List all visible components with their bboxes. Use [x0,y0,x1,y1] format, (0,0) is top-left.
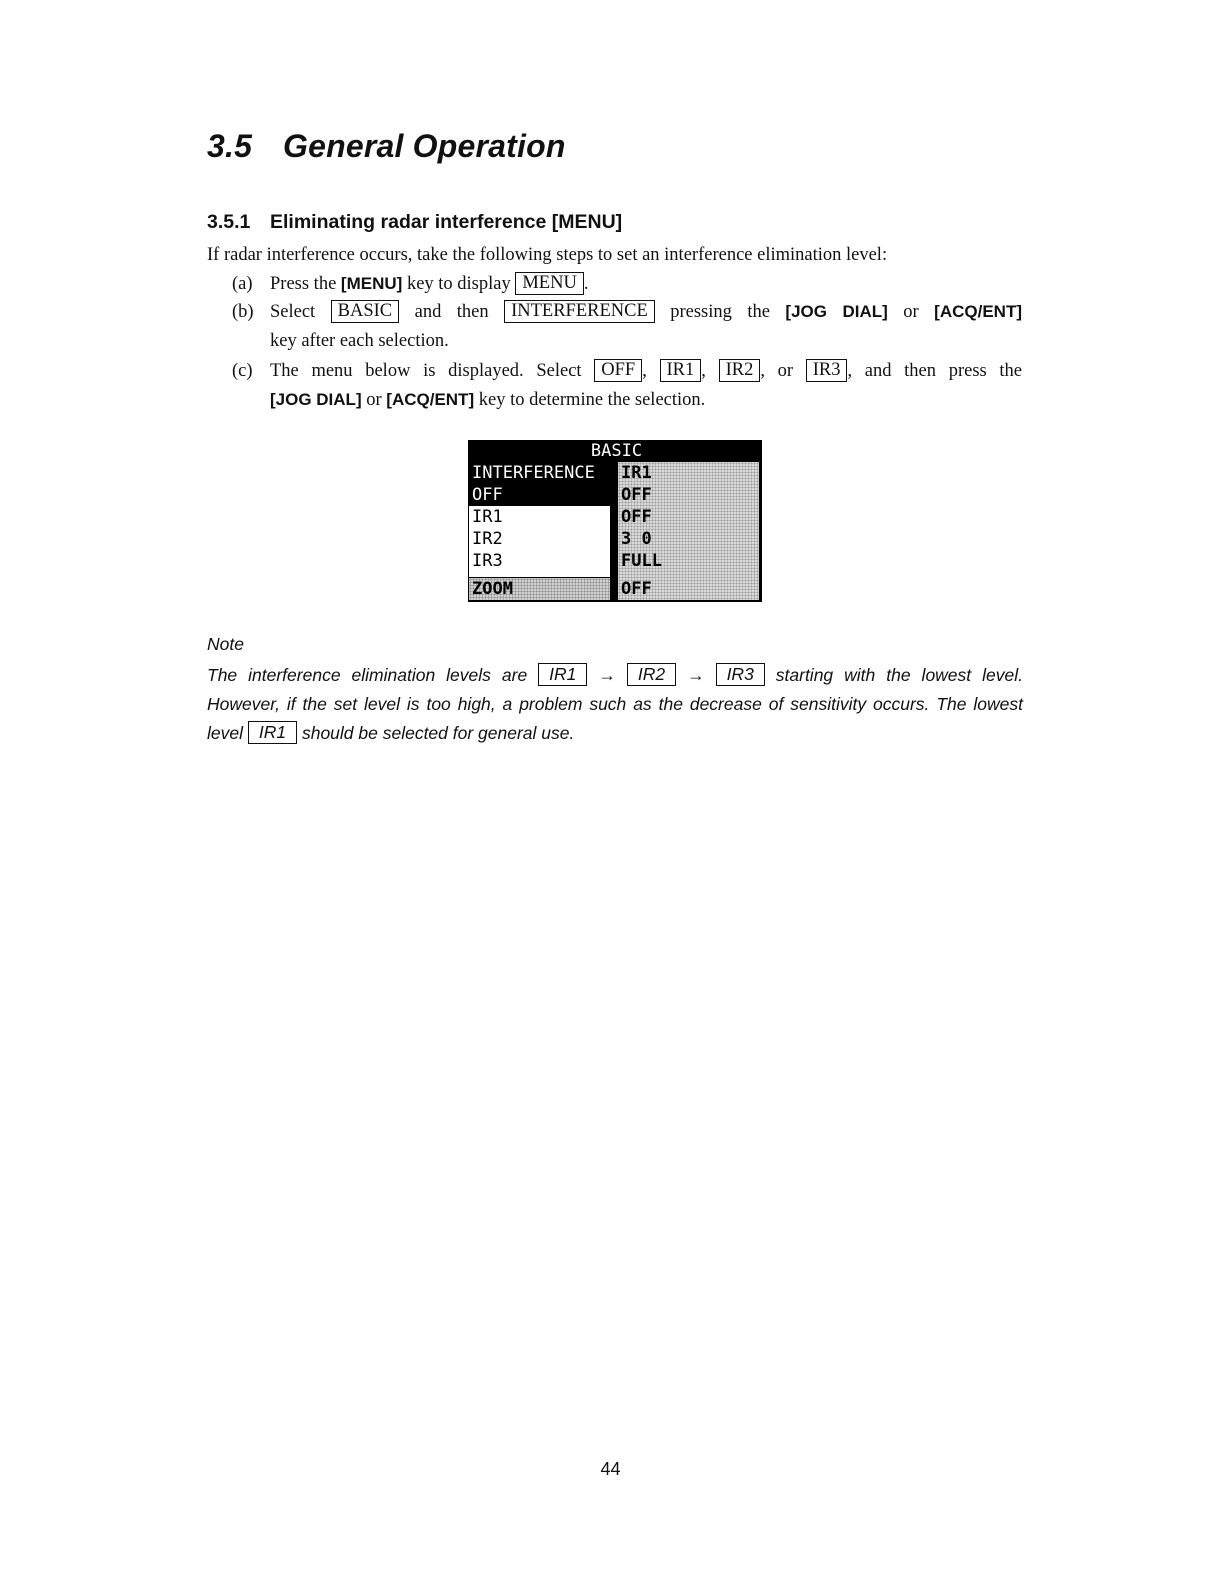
step-b-text-3: pressing the [654,302,786,322]
menu-key-ref: [MENU] [340,274,403,293]
step-c-text-4: key to determine the selection. [474,390,706,410]
step-text [270,357,1022,415]
note-line-1 [207,661,1023,690]
note-heading: Note [207,634,244,654]
section-title: General Operation [283,128,566,164]
step-a-text-2: key to display [402,274,516,294]
step-b-line-1 [270,298,1022,327]
note-text-2: starting with the lowest level. [764,665,1023,685]
menu-box-ref: MENU [515,272,583,295]
jog-dial-key-ref: [JOG DIAL] [270,390,362,409]
note-text-3: level [207,723,248,743]
step-c-sep-1: , [642,361,660,381]
step-c-line-2 [270,386,1022,415]
note-text-1: The interference elimination levels are [207,665,539,685]
note-line-3 [207,719,1023,748]
menu-item-zoom [469,578,610,600]
step-c-sep-2: , [701,361,719,381]
step-c-text-2: , and then press the [847,361,1023,381]
value-2: OFF [621,485,652,505]
value-zoom: OFF [621,579,652,599]
zoom-label: ZOOM [472,579,513,599]
option-ir2: IR2 [469,528,610,550]
value-4: 3 0 [621,529,652,549]
section-number: 3.5 [207,128,253,164]
interference-box-ref: INTERFERENCE [504,300,655,323]
option-ir1: IR1 [469,506,610,528]
section-heading [207,128,566,165]
option-ir3: IR3 [469,550,610,577]
step-b-text-1: Select [270,302,331,322]
subsection-heading [207,211,622,234]
ir2-box-ref: IR2 [627,663,676,686]
ir3-box-ref: IR3 [806,359,848,382]
step-label: (a) [232,274,253,294]
note-body [207,661,1023,748]
page-number: 44 [600,1459,621,1479]
step-b-line-2: key after each selection. [270,331,449,351]
step-c-line-1 [270,357,1022,386]
step-a-text-3: . [583,274,589,294]
step-c-text-3: or [361,390,387,410]
step-text [270,270,1022,298]
subsection-number: 3.5.1 [207,211,251,233]
ir2-box-ref: IR2 [719,359,761,382]
menu-item-interference: INTERFERENCE [469,462,617,484]
value-5: FULL [621,551,662,571]
menu-values-column [618,462,759,600]
jog-dial-key-ref: [JOG DIAL] [785,302,888,321]
acq-ent-key-ref: [ACQ/ENT] [386,390,475,409]
value-3: OFF [621,507,652,527]
step-b-text-2: and then [399,302,505,322]
intro-paragraph: If radar interference occurs, take the following steps to set an interference elimination level: [207,245,888,265]
note-line-2: However, if the set level is too high, a problem such as the decrease of sensitivity occurs. The lowest [207,694,1023,714]
step-a-text-1: Press the [270,274,341,294]
off-box-ref: OFF [594,359,642,382]
basic-menu-screen [468,440,762,602]
note-text-4: should be selected for general use. [297,723,575,743]
step-c-text-1: The menu below is displayed. Select [270,361,595,381]
step-b-text-4: or [887,302,935,322]
value-interference: IR1 [621,463,652,483]
step-c-sep-3: , or [760,361,806,381]
arrow: → [676,665,716,685]
step-label: (c) [232,361,253,381]
option-off: OFF [469,484,610,506]
ir1-box-ref: IR1 [248,721,297,744]
ir3-box-ref: IR3 [716,663,765,686]
acq-ent-key-ref: [ACQ/ENT] [934,302,1022,321]
ir1-box-ref: IR1 [538,663,587,686]
step-label: (b) [232,302,254,322]
basic-box-ref: BASIC [331,300,400,323]
menu-title: BASIC [468,440,762,462]
subsection-title: Eliminating radar interference [MENU] [270,211,623,233]
ir1-box-ref: IR1 [660,359,702,382]
arrow: → [587,665,627,685]
step-text [270,298,1022,356]
